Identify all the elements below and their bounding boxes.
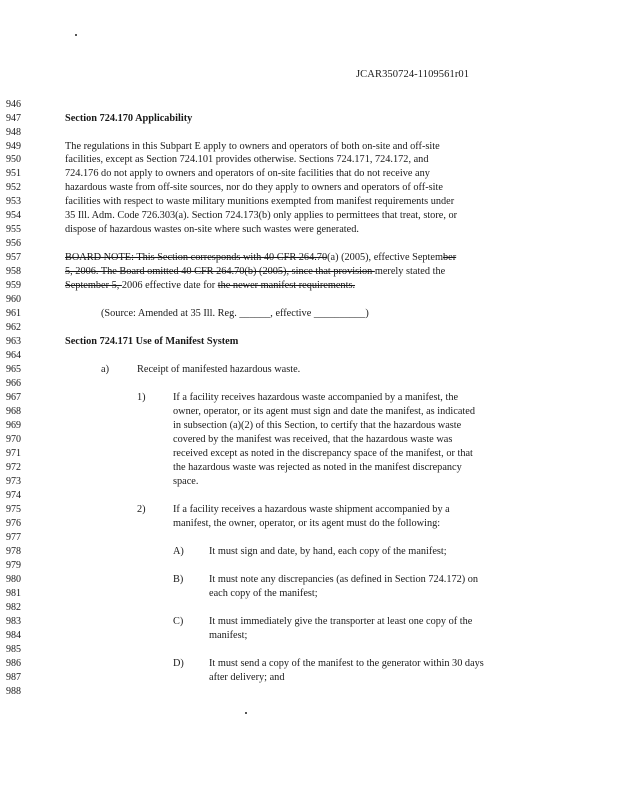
paragraph-line: If a facility receives hazardous waste accompanied by a manifest, the (173, 392, 459, 403)
paragraph-label: 1) (137, 392, 146, 403)
paragraph-label: 2) (137, 504, 146, 515)
line-number: 948 (6, 127, 21, 138)
line-number: 964 (6, 350, 21, 361)
subsection-label: a) (101, 364, 109, 375)
item-label: B) (173, 574, 184, 585)
line-number: 972 (6, 462, 21, 473)
line-number: 969 (6, 420, 21, 431)
scan-speck (75, 34, 77, 36)
line-number: 947 (6, 113, 21, 124)
line-number: 967 (6, 392, 21, 403)
line-number: 949 (6, 141, 21, 152)
item-line: It must immediately give the transporter at least one copy of the (209, 616, 473, 627)
body-line: dispose of hazardous wastes on-site where such wastes were generated. (65, 224, 359, 235)
line-number: 986 (6, 658, 21, 669)
line-number: 952 (6, 182, 21, 193)
line-number: 953 (6, 196, 21, 207)
plain-text: (a) (2005), effective Septem (327, 252, 443, 263)
line-number: 982 (6, 602, 21, 613)
line-number: 978 (6, 546, 21, 557)
scan-speck (245, 712, 247, 714)
body-line: The regulations in this Subpart E apply to owners and operators of both on-site and off-site (65, 141, 440, 152)
line-number: 955 (6, 224, 21, 235)
paragraph-line: If a facility receives a hazardous waste shipment accompanied by a (173, 504, 450, 515)
line-number: 988 (6, 686, 21, 697)
line-number: 968 (6, 406, 21, 417)
body-line: facilities with respect to waste military munitions exempted from manifest requirements under (65, 196, 455, 207)
plain-text: 2006 effective date for (121, 280, 218, 291)
line-number: 979 (6, 560, 21, 571)
line-number: 946 (6, 99, 21, 110)
struck-text: ber (442, 252, 457, 263)
paragraph-line: owner, operator, or its agent must sign and date the manifest, as indicated (173, 406, 475, 417)
line-number: 956 (6, 238, 21, 249)
body-line: 35 Ill. Adm. Code 726.303(a). Section 724.173(b) only applies to permittees that treat, store, or (65, 210, 458, 221)
line-number: 965 (6, 364, 21, 375)
line-number: 954 (6, 210, 21, 221)
line-number: 975 (6, 504, 21, 515)
struck-text: September 5, (65, 280, 122, 291)
line-number: 958 (6, 266, 21, 277)
document-id: JCAR350724-1109561r01 (356, 69, 470, 80)
paragraph-line: space. (173, 476, 199, 487)
paragraph-line: manifest, the owner, operator, or its agent must do the following: (173, 518, 441, 529)
item-label: C) (173, 616, 184, 627)
body-line: facilities, except as Section 724.101 provides otherwise. Sections 724.171, 724.172, and (65, 154, 429, 165)
line-number: 987 (6, 672, 21, 683)
paragraph-line: covered by the manifest was received, that the hazardous waste was (173, 434, 453, 445)
line-number: 985 (6, 644, 21, 655)
line-number: 959 (6, 280, 21, 291)
line-number: 960 (6, 294, 21, 305)
item-line: It must sign and date, by hand, each copy of the manifest; (209, 546, 447, 557)
line-number: 977 (6, 532, 21, 543)
line-number: 951 (6, 168, 21, 179)
line-number: 961 (6, 308, 21, 319)
line-number: 976 (6, 518, 21, 529)
paragraph-line: the hazardous waste was rejected as noted in the manifest discrepancy (173, 462, 462, 473)
line-number: 973 (6, 476, 21, 487)
struck-text: the newer manifest requirements. (217, 280, 356, 291)
item-label: A) (173, 546, 184, 557)
paragraph-line: in subsection (a)(2) of this Section, to certify that the hazardous waste (173, 420, 462, 431)
item-line: after delivery; and (209, 672, 285, 683)
paragraph-line: received except as noted in the discrepancy space of the manifest, or that (173, 448, 473, 459)
line-number: 970 (6, 434, 21, 445)
item-line: It must send a copy of the manifest to the generator within 30 days (209, 658, 484, 669)
line-number: 966 (6, 378, 21, 389)
board-note-line (65, 280, 355, 291)
body-line: hazardous waste from off-site sources, nor do they apply to owners and operators of off-site (65, 182, 443, 193)
struck-text: 5, 2006. The Board omitted 40 CFR 264.70(b) (2005), since that provision (65, 266, 375, 277)
source-note: (Source: Amended at 35 Ill. Reg. ______, effective __________) (101, 308, 369, 319)
section-heading: Section 724.171 Use of Manifest System (65, 336, 239, 347)
line-number: 957 (6, 252, 21, 263)
section-heading: Section 724.170 Applicability (65, 113, 193, 124)
line-number: 984 (6, 630, 21, 641)
item-line: each copy of the manifest; (209, 588, 318, 599)
line-number: 950 (6, 154, 21, 165)
item-line: It must note any discrepancies (as defined in Section 724.172) on (209, 574, 479, 585)
board-note-line (65, 266, 445, 277)
board-note-line (65, 252, 456, 263)
line-number: 971 (6, 448, 21, 459)
line-number: 981 (6, 588, 21, 599)
item-label: D) (173, 658, 184, 669)
struck-text: BOARD NOTE: This Section corresponds with 40 CFR 264.70 (65, 252, 328, 263)
line-number: 963 (6, 336, 21, 347)
subsection-text: Receipt of manifested hazardous waste. (137, 364, 301, 375)
body-line: 724.176 do not apply to owners and operators of on-site facilities that do not receive any (65, 168, 430, 179)
line-number: 983 (6, 616, 21, 627)
line-number: 974 (6, 490, 21, 501)
item-line: manifest; (209, 630, 248, 641)
line-number: 980 (6, 574, 21, 585)
line-number: 962 (6, 322, 21, 333)
plain-text: merely stated the (374, 266, 446, 277)
